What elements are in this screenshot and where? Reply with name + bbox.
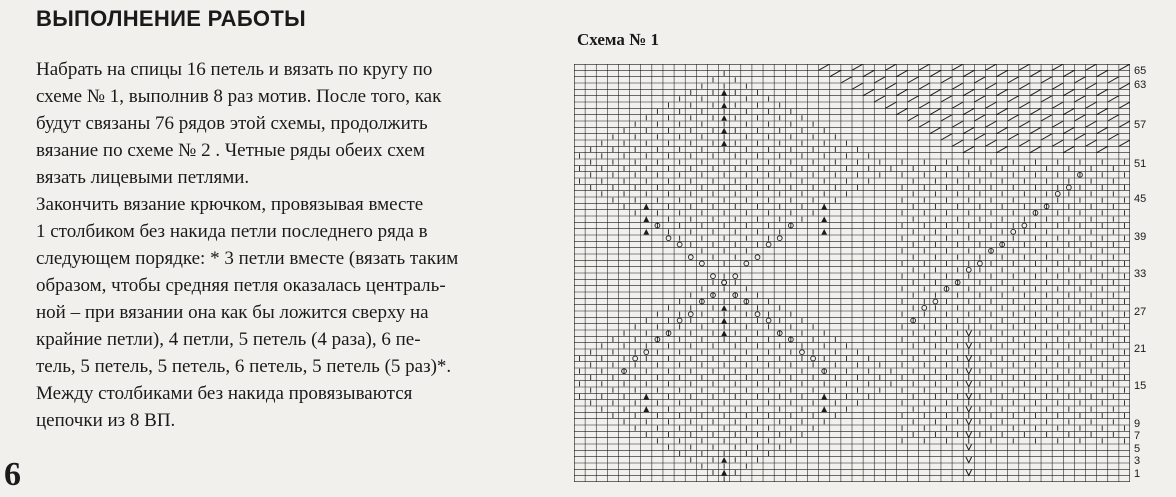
slash-symbol [1030, 70, 1041, 76]
yarn-over-symbol [766, 318, 771, 323]
slash-symbol [1119, 83, 1130, 89]
slash-symbol [919, 121, 930, 127]
row-number: 1 [1134, 468, 1141, 480]
instructions-text [36, 56, 526, 434]
slash-symbol [941, 115, 952, 121]
v-increase-symbol [966, 368, 972, 374]
yarn-over-symbol [966, 267, 971, 272]
slash-symbol [896, 89, 907, 95]
slash-symbol [952, 64, 963, 70]
slash-symbol [1052, 102, 1063, 108]
instruction-line: Набрать на спицы 16 петель и вязать по кругу по [36, 59, 433, 80]
slash-symbol [1019, 102, 1030, 108]
slash-symbol [896, 108, 907, 114]
yarn-over-symbol [644, 350, 649, 355]
slash-symbol [1063, 127, 1074, 133]
slash-symbol [852, 83, 863, 89]
slash-symbol [952, 121, 963, 127]
v-increase-symbol [966, 381, 972, 387]
slash-symbol [1086, 64, 1097, 70]
decrease-triangle-symbol [721, 102, 727, 108]
slash-symbol [919, 64, 930, 70]
v-increase-symbol [966, 356, 972, 362]
row-number: 27 [1134, 306, 1147, 318]
slash-symbol [1108, 134, 1119, 140]
slash-symbol [1041, 77, 1052, 83]
decrease-triangle-symbol [821, 204, 827, 210]
yarn-over-symbol [722, 280, 727, 285]
slash-symbol [974, 77, 985, 83]
decrease-triangle-symbol [721, 457, 727, 463]
slash-symbol [896, 70, 907, 76]
page-number: 6 [4, 456, 21, 493]
slash-symbol [1119, 64, 1130, 70]
yarn-over-symbol [677, 242, 682, 247]
slash-symbol [997, 108, 1008, 114]
slash-symbol [997, 146, 1008, 152]
slash-symbol [1097, 146, 1108, 152]
slash-symbol [1074, 77, 1085, 83]
slash-symbol [819, 64, 830, 70]
slash-symbol [1041, 115, 1052, 121]
slash-symbol [963, 108, 974, 114]
instruction-line: схеме № 1, выполнив 8 раз мотив. После того, как [36, 86, 442, 107]
slash-symbol [1019, 64, 1030, 70]
decrease-triangle-symbol [721, 318, 727, 324]
decrease-triangle-symbol [643, 204, 649, 210]
decrease-triangle-symbol [721, 140, 727, 146]
decrease-triangle-symbol [721, 90, 727, 96]
row-number: 15 [1134, 380, 1147, 392]
slash-symbol [1063, 146, 1074, 152]
decrease-triangle-symbol [643, 216, 649, 222]
slash-symbol [1063, 89, 1074, 95]
slash-symbol [1052, 64, 1063, 70]
yarn-over-symbol [922, 305, 927, 310]
slash-symbol [941, 96, 952, 102]
knitting-chart-grid [574, 64, 1130, 482]
slash-symbol [997, 89, 1008, 95]
yarn-over-symbol [1055, 191, 1060, 196]
decrease-triangle-symbol [821, 216, 827, 222]
v-increase-symbol [966, 444, 972, 450]
slash-symbol [1097, 70, 1108, 76]
decrease-triangle-symbol [721, 128, 727, 134]
slash-symbol [1030, 89, 1041, 95]
instruction-line: Между столбиками без накида провязываются [36, 383, 413, 404]
slash-symbol [1019, 121, 1030, 127]
slash-symbol [1086, 140, 1097, 146]
yarn-over-symbol [666, 236, 671, 241]
decrease-triangle-symbol [643, 229, 649, 235]
scheme-title: Схема № 1 [577, 30, 659, 49]
slash-symbol [930, 108, 941, 114]
slash-symbol [974, 134, 985, 140]
v-increase-symbol [966, 432, 972, 438]
instruction-line: следующем порядке: * 3 петли вместе (вязать таким [36, 248, 459, 269]
yarn-over-symbol [688, 255, 693, 260]
row-number: 65 [1134, 65, 1147, 77]
slash-symbol [908, 96, 919, 102]
slash-symbol [1030, 108, 1041, 114]
slash-symbol [885, 102, 896, 108]
instruction-line: крайние петли), 4 петли, 5 петель (4 раза), 6 пе- [36, 329, 421, 350]
slash-symbol [852, 64, 863, 70]
instruction-line: тель, 5 петель, 5 петель, 6 петель, 5 петель (5 раз)*. [36, 356, 452, 377]
knitting-chart [574, 64, 1130, 487]
yarn-over-symbol [933, 299, 938, 304]
decrease-triangle-symbol [721, 470, 727, 476]
instruction-line: цепочки из 8 ВП. [36, 410, 176, 431]
row-number: 45 [1134, 193, 1147, 205]
slash-symbol [985, 64, 996, 70]
v-increase-symbol [966, 419, 972, 425]
row-number: 63 [1134, 79, 1147, 91]
slash-symbol [952, 102, 963, 108]
slash-symbol [985, 140, 996, 146]
slash-symbol [985, 83, 996, 89]
row-number: 39 [1134, 231, 1147, 243]
decrease-triangle-symbol [721, 115, 727, 121]
slash-symbol [1030, 146, 1041, 152]
row-number: 33 [1134, 268, 1147, 280]
slash-symbol [1097, 127, 1108, 133]
slash-symbol [985, 102, 996, 108]
slash-symbol [963, 146, 974, 152]
slash-symbol [1052, 140, 1063, 146]
slash-symbol [919, 83, 930, 89]
slash-symbol [1008, 115, 1019, 121]
instruction-line: будут связаны 76 рядов этой схемы, продолжить [36, 113, 428, 134]
slash-symbol [941, 134, 952, 140]
slash-symbol [863, 70, 874, 76]
v-increase-symbol [966, 457, 972, 463]
decrease-triangle-symbol [721, 305, 727, 311]
yarn-over-symbol [1011, 229, 1016, 234]
slash-symbol [1086, 102, 1097, 108]
slash-symbol [1008, 134, 1019, 140]
page-heading: ВЫПОЛНЕНИЕ РАБОТЫ [36, 6, 306, 31]
slash-symbol [885, 83, 896, 89]
row-number-column [1132, 64, 1176, 482]
slash-symbol [1074, 96, 1085, 102]
slash-symbol [997, 70, 1008, 76]
yarn-over-symbol [977, 261, 982, 266]
slash-symbol [1008, 96, 1019, 102]
slash-symbol [1086, 83, 1097, 89]
slash-symbol [974, 115, 985, 121]
yarn-over-symbol [699, 261, 704, 266]
slash-symbol [930, 70, 941, 76]
yarn-over-symbol [633, 356, 638, 361]
row-number: 21 [1134, 343, 1147, 355]
yarn-over-symbol [800, 350, 805, 355]
slash-symbol [974, 96, 985, 102]
yarn-over-symbol [811, 356, 816, 361]
row-number: 51 [1134, 158, 1147, 170]
yarn-over-symbol [766, 242, 771, 247]
slash-symbol [1119, 121, 1130, 127]
instruction-line: образом, чтобы средняя петля оказалась централь- [36, 275, 446, 296]
slash-symbol [1086, 121, 1097, 127]
yarn-over-symbol [733, 274, 738, 279]
yarn-over-symbol [1066, 185, 1071, 190]
slash-symbol [1008, 77, 1019, 83]
decrease-triangle-symbol [643, 406, 649, 412]
slash-symbol [952, 83, 963, 89]
v-increase-symbol [966, 394, 972, 400]
row-number: 7 [1134, 430, 1141, 442]
slash-symbol [941, 77, 952, 83]
slash-symbol [1030, 127, 1041, 133]
slash-symbol [963, 70, 974, 76]
row-number: 3 [1134, 455, 1141, 467]
v-increase-symbol [966, 330, 972, 336]
slash-symbol [1052, 83, 1063, 89]
v-increase-symbol [966, 343, 972, 349]
slash-symbol [1108, 115, 1119, 121]
slash-symbol [919, 102, 930, 108]
instruction-line: вязать лицевыми петлями. [36, 167, 250, 188]
row-number: 5 [1134, 443, 1141, 455]
slash-symbol [1041, 96, 1052, 102]
slash-symbol [1063, 70, 1074, 76]
row-number: 9 [1134, 418, 1141, 430]
v-increase-symbol [966, 406, 972, 412]
yarn-over-symbol [1022, 223, 1027, 228]
decrease-triangle-symbol [821, 406, 827, 412]
slash-symbol [1074, 115, 1085, 121]
slash-symbol [908, 77, 919, 83]
yarn-over-symbol [755, 255, 760, 260]
yarn-over-symbol [677, 318, 682, 323]
slash-symbol [1119, 102, 1130, 108]
yarn-over-symbol [755, 312, 760, 317]
slash-symbol [963, 127, 974, 133]
slash-symbol [885, 64, 896, 70]
yarn-over-symbol [777, 236, 782, 241]
yarn-over-symbol [688, 312, 693, 317]
instruction-line: ной – при вязании она как бы ложится сверху на [36, 302, 429, 323]
slash-symbol [1019, 140, 1030, 146]
slash-symbol [1052, 121, 1063, 127]
slash-symbol [930, 127, 941, 133]
slash-symbol [997, 127, 1008, 133]
slash-symbol [874, 96, 885, 102]
slash-symbol [952, 140, 963, 146]
slash-symbol [863, 89, 874, 95]
slash-symbol [1019, 83, 1030, 89]
instruction-line: 1 столбиком без накида петли последнего ряда в [36, 221, 428, 242]
decrease-triangle-symbol [821, 229, 827, 235]
slash-symbol [1074, 134, 1085, 140]
yarn-over-symbol [744, 261, 749, 266]
yarn-over-symbol [711, 274, 716, 279]
v-increase-symbol [966, 470, 972, 476]
decrease-triangle-symbol [821, 394, 827, 400]
slash-symbol [930, 89, 941, 95]
slash-symbol [1119, 140, 1130, 146]
slash-symbol [1097, 89, 1108, 95]
slash-symbol [1108, 96, 1119, 102]
slash-symbol [830, 70, 841, 76]
slash-symbol [963, 89, 974, 95]
slash-symbol [908, 115, 919, 121]
instruction-line: вязание по схеме № 2 . Четные ряды обеих схем [36, 140, 425, 161]
slash-symbol [985, 121, 996, 127]
decrease-triangle-symbol [643, 394, 649, 400]
slash-symbol [841, 77, 852, 83]
row-number: 57 [1134, 119, 1147, 131]
slash-symbol [1063, 108, 1074, 114]
slash-symbol [1097, 108, 1108, 114]
slash-symbol [874, 77, 885, 83]
instruction-line: Закончить вязание крючком, провязывая вместе [36, 194, 424, 215]
slash-symbol [1108, 77, 1119, 83]
slash-symbol [1041, 134, 1052, 140]
decrease-triangle-symbol [721, 330, 727, 336]
